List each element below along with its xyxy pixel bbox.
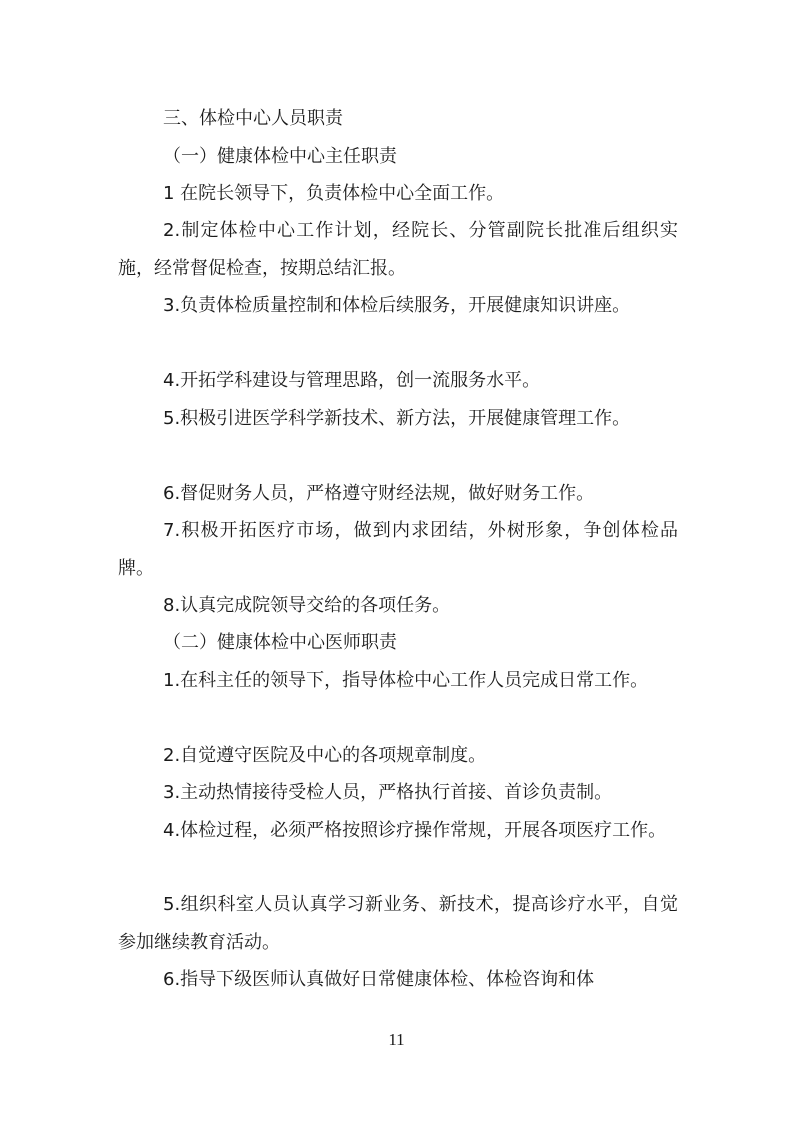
director-duty-5: 5.积极引进医学科学新技术、新方法，开展健康管理工作。 [163, 408, 631, 429]
director-duty-6: 6.督促财务人员，严格遵守财经法规，做好财务工作。 [163, 483, 595, 504]
subsection-title-director: （一）健康体检中心主任职责 [163, 146, 397, 167]
physician-duty-5: 5.组织科室人员认真学习新业务、新技术，提高诊疗水平，自觉参加继续教育活动。 [118, 894, 678, 953]
director-duty-1: 1 在院长领导下，负责体检中心全面工作。 [163, 183, 505, 204]
director-duty-7: 7.积极开拓医疗市场，做到内求团结，外树形象，争创体检品牌。 [118, 520, 678, 579]
physician-duty-2: 2.自觉遵守医院及中心的各项规章制度。 [163, 745, 487, 766]
physician-duty-3: 3.主动热情接待受检人员，严格执行首接、首诊负责制。 [163, 782, 613, 803]
physician-duty-6: 6.指导下级医师认真做好日常健康体检、体检咨询和体 [163, 969, 595, 990]
physician-duty-1: 1.在科主任的领导下，指导体检中心工作人员完成日常工作。 [163, 670, 649, 691]
subsection-title-physician: （二）健康体检中心医师职责 [163, 632, 397, 653]
director-duty-3: 3.负责体检质量控制和体检后续服务，开展健康知识讲座。 [163, 295, 631, 316]
director-duty-2: 2.制定体检中心工作计划，经院长、分管副院长批准后组织实施，经常督促检查，按期总结汇报。 [118, 220, 678, 279]
director-duty-4: 4.开拓学科建设与管理思路，创一流服务水平。 [163, 370, 541, 391]
section-title: 三、体检中心人员职责 [163, 108, 343, 129]
physician-duty-4: 4.体检过程，必须严格按照诊疗操作常规，开展各项医疗工作。 [163, 820, 667, 841]
page-number: 11 [388, 1030, 405, 1049]
director-duty-8: 8.认真完成院领导交给的各项任务。 [163, 595, 451, 616]
